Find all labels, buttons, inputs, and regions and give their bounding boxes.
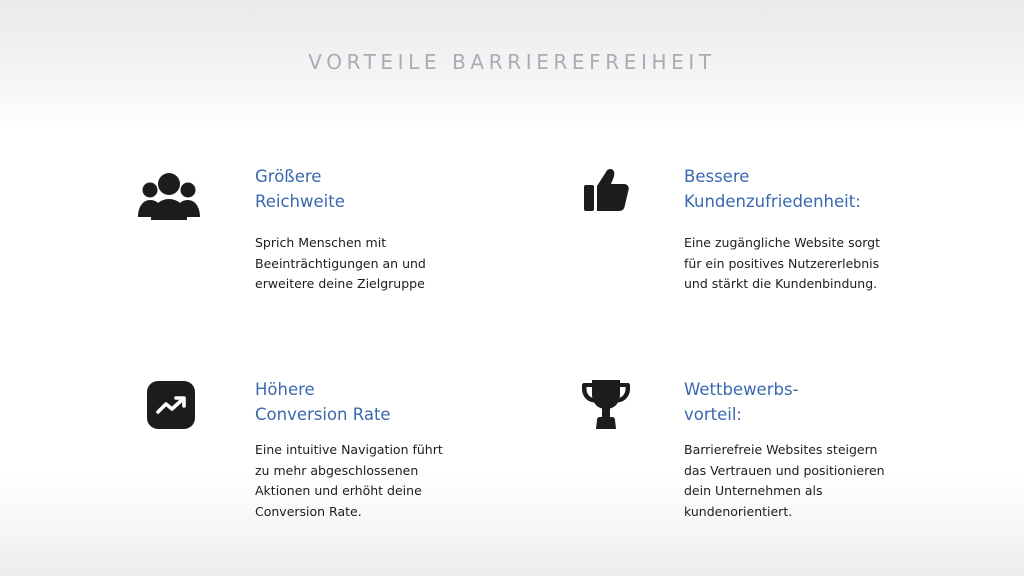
card-heading-reichweite: Größere Reichweite xyxy=(255,167,345,211)
card-text-kundenzufriedenheit: Eine zugängliche Website sorgt für ein positives Nutzererlebnis und stärkt die Kundenbindung. xyxy=(684,235,881,291)
card-heading-wettbewerbsvorteil: Wettbewerbs- vorteil: xyxy=(684,380,799,424)
thumbs-up-icon xyxy=(582,167,630,213)
trending-up-icon xyxy=(147,381,195,429)
card-heading-kundenzufriedenheit: Bessere Kundenzufriedenheit: xyxy=(684,167,861,211)
card-text-wettbewerbsvorteil: Barrierefreie Websites steigern das Vertrauen und positionieren dein Unternehmen als kundenorientiert. xyxy=(684,442,885,519)
card-text-reichweite: Sprich Menschen mit Beeinträchtigungen an und erweitere deine Zielgruppe xyxy=(255,235,426,291)
card-heading-conversion: Höhere Conversion Rate xyxy=(255,380,391,424)
card-text-conversion: Eine intuitive Navigation führt zu mehr abgeschlossenen Aktionen und erhöht deine Conversion Rate. xyxy=(255,442,443,519)
slide-title: VORTEILE BARRIEREFREIHEIT xyxy=(308,50,716,74)
trophy-icon xyxy=(580,377,632,431)
group-icon xyxy=(137,170,201,222)
